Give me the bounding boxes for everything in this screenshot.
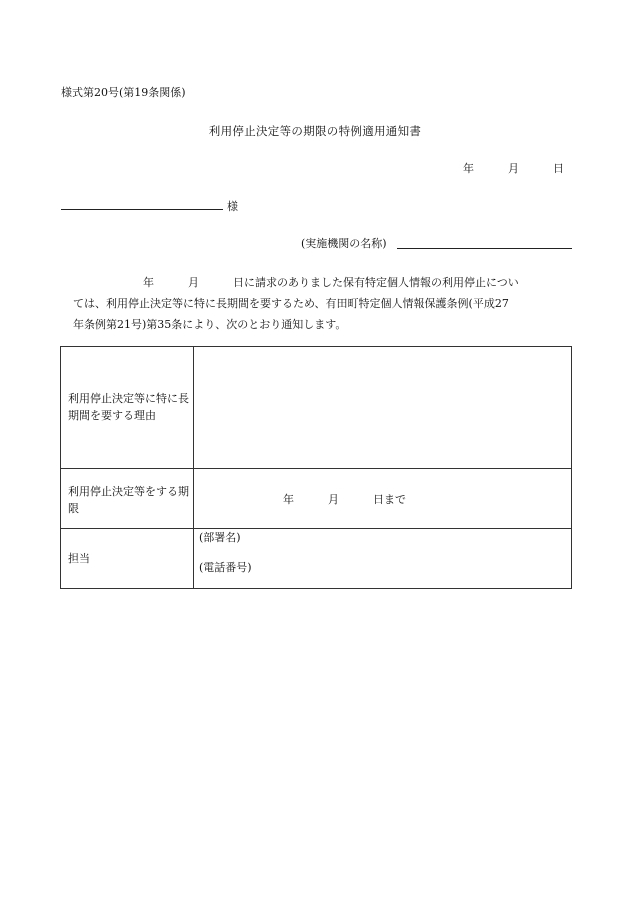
agency-name-field[interactable] [397,235,572,249]
period-row-label: 利用停止決定等をする期限 [68,485,189,515]
table-row-divider [61,468,571,469]
body-year-label: 年 [143,276,154,289]
date-day-label: 日 [553,162,564,175]
addressee-honorific: 様 [227,200,238,213]
date-month-label: 月 [508,162,519,175]
form-number: 様式第20号(第19条関係) [61,86,186,99]
notice-details-table [60,346,572,589]
period-day-label: 日まで [373,493,406,506]
period-month-label: 月 [328,493,339,506]
issue-date [463,160,564,176]
body-month-label: 月 [188,276,199,289]
addressee-name-field[interactable] [61,197,223,210]
period-date-field[interactable] [283,491,406,507]
phone-number-label: (電話番号) [199,561,252,574]
department-label: (部署名) [199,531,241,544]
reason-row-label: 利用停止決定等に特に長期間を要する理由 [68,392,189,422]
body-text-line-2: ては、利用停止決定等に特に長期間を要するため、有田町特定個人情報保護条例(平成27 [73,297,509,310]
body-text-line-1 [143,274,519,290]
table-row-divider [61,528,571,529]
date-year-label: 年 [463,162,474,175]
body-text-segment: 日に請求のありました保有特定個人情報の利用停止につい [233,276,519,289]
period-year-label: 年 [283,493,294,506]
contact-row-label: 担当 [68,552,90,565]
agency-name-label: (実施機関の名称) [301,237,387,250]
document-title: 利用停止決定等の期限の特例適用通知書 [208,124,422,138]
body-text-line-3: 年条例第21号)第35条により、次のとおり通知します。 [73,318,347,331]
